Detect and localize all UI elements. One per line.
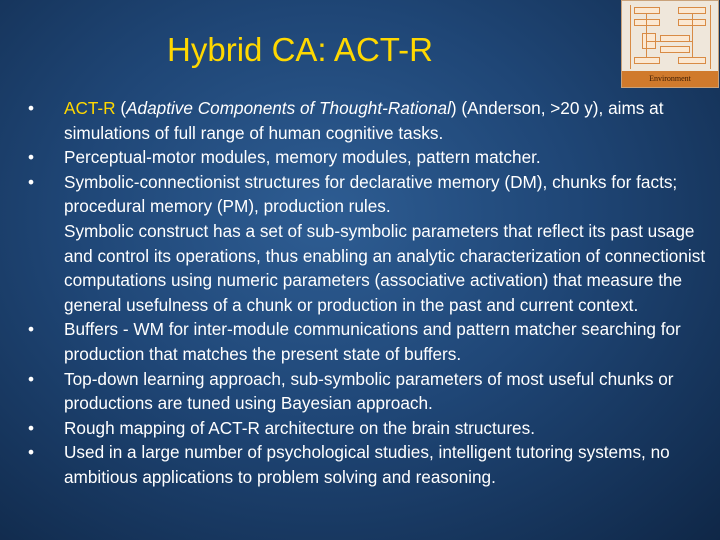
bullet-marker: • [28,368,35,389]
bullet-item [28,145,708,170]
diagram-connector [646,41,692,42]
act-r-expansion: Adaptive Components of Thought-Rational [126,98,451,118]
bullet-list [28,96,708,490]
act-r-keyword: ACT-R [64,98,116,118]
bullet-text: Symbolic-connectionist structures for declarative memory (DM), chunks for facts; procedural memory (PM), production rules. [64,171,678,217]
diagram-connector [710,5,711,69]
bullet-item [28,170,708,318]
diagram-connector [646,14,647,58]
bullet-item [28,440,708,489]
diagram-module-box [634,57,660,64]
bullet-text: Used in a large number of psychological studies, intelligent tutoring systems, no ambitious applications to problem solving and reasoning. [64,442,670,487]
bullet-marker: • [28,417,35,438]
bullet-marker: • [28,442,35,463]
diagram-module-box [678,57,706,64]
bullet-continuation: Symbolic construct has a set of sub-symbolic parameters that reflect its past usage and control its operations, thus enabling an analytic characterization of connectionist computations using numeric parameters (associative activation) that measure the general usefulness of a chunk or production in the past and current context. [64,220,706,315]
slide-title: Hybrid CA: ACT-R [167,31,433,68]
diagram-connector [692,14,693,58]
bullet-item [28,416,708,441]
bullet-text-open: ( [115,98,127,118]
bullet-item [28,317,708,366]
bullet-marker: • [28,319,35,340]
bullet-text: Rough mapping of ACT-R architecture on the brain structures. [64,417,535,438]
bullet-item [28,367,708,416]
bullet-marker: • [28,171,35,192]
diagram-module-box [660,46,690,53]
bullet-text: Top-down learning approach, sub-symbolic parameters of most useful chunks or productions are tuned using Bayesian approach. [64,368,674,414]
bullet-marker: • [28,98,35,118]
act-r-architecture-diagram [621,0,719,88]
diagram-module-box [634,7,660,14]
diagram-connector [630,5,631,69]
diagram-environment-label: Environment [622,71,718,87]
bullet-item [28,96,708,145]
bullet-text: Buffers - WM for inter-module communications and pattern matcher searching for production that matches the present state of buffers. [64,319,681,364]
bullet-marker: • [28,147,35,168]
diagram-module-box [634,19,660,26]
diagram-module-box [678,7,706,14]
bullet-text: Perceptual-motor modules, memory modules, pattern matcher. [64,147,541,168]
bullet-text: ) (Anderson, >20 y), aims at simulations of full range of human cognitive tasks. [64,98,664,143]
